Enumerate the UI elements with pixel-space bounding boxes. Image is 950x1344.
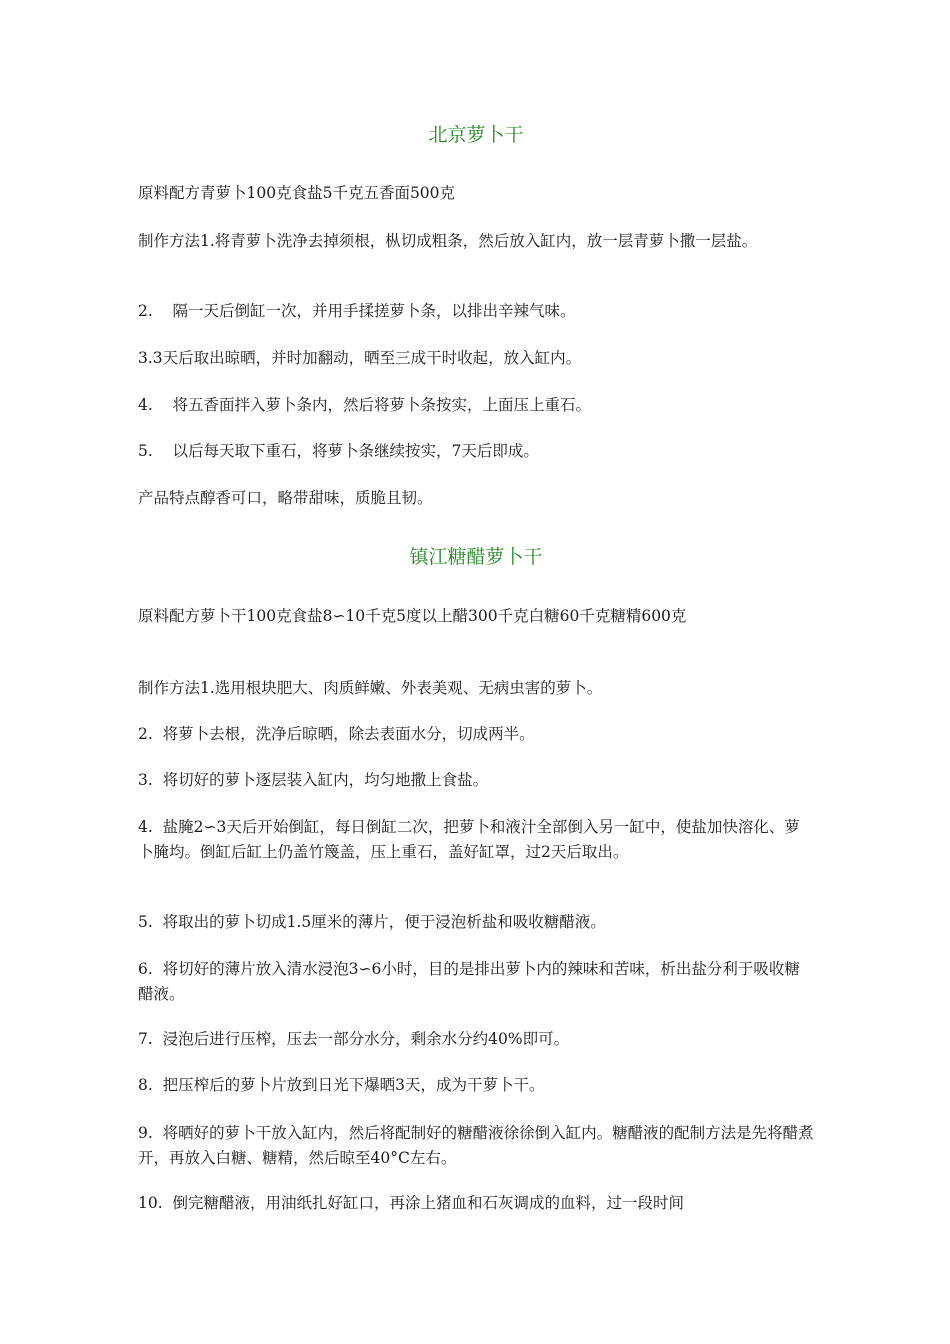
paragraph-method-step-1: 制作方法1.选用根块肥大、肉质鲜嫩、外表美观、无病虫害的萝卜。 xyxy=(138,679,603,697)
section-title-zhenjiang: 镇江糖醋萝卜干 xyxy=(409,546,543,568)
paragraph-step-10: 10. 倒完糖醋液，用油纸扎好缸口，再涂上猪血和石灰调成的血料，过一段时间 xyxy=(138,1194,685,1212)
paragraph-ingredients: 原料配方萝卜干100克食盐8∽10千克5度以上醋300千克白糖60千克糖精600克 xyxy=(138,607,687,625)
paragraph-product-features: 产品特点醇香可口，略带甜味，质脆且韧。 xyxy=(138,489,433,507)
paragraph-step-2: 2. 隔一天后倒缸一次，并用手揉搓萝卜条，以排出辛辣气味。 xyxy=(138,302,576,320)
paragraph-ingredients: 原料配方青萝卜100克食盐5千克五香面500克 xyxy=(138,184,456,202)
section-title-beijing: 北京萝卜干 xyxy=(428,124,524,146)
paragraph-step-5: 5. 将取出的萝卜切成1.5厘米的薄片，便于浸泡析盐和吸收糖醋液。 xyxy=(138,913,606,931)
paragraph-step-4: 4. 将五香面拌入萝卜条内，然后将萝卜条按实，上面压上重石。 xyxy=(138,396,591,414)
paragraph-step-6: 6. 将切好的薄片放入清水浸泡3∽6小时，目的是排出萝卜内的辣味和苦味，析出盐分利于吸收糖醋液。 xyxy=(138,960,800,1003)
paragraph-step-7: 7. 浸泡后进行压榨，压去一部分水分，剩余水分约40%即可。 xyxy=(138,1030,570,1048)
paragraph-step-3: 3. 将切好的萝卜逐层装入缸内，均匀地撒上食盐。 xyxy=(138,771,489,789)
paragraph-method-step-1: 制作方法1.将青萝卜洗净去掉须根，枞切成粗条，然后放入缸内，放一层青萝卜撒一层盐。 xyxy=(138,232,758,250)
paragraph-step-3: 3.3天后取出晾晒，并时加翻动，晒至三成干时收起，放入缸内。 xyxy=(138,349,582,367)
paragraph-step-8: 8. 把压榨后的萝卜片放到日光下爆晒3天，成为干萝卜干。 xyxy=(138,1076,545,1094)
paragraph-step-5: 5. 以后每天取下重石，将萝卜条继续按实，7天后即成。 xyxy=(138,442,539,460)
paragraph-step-4: 4. 盐腌2∽3天后开始倒缸，每日倒缸二次，把萝卜和液汁全部倒入另一缸中，使盐加快溶化、萝卜腌均。倒缸后缸上仍盖竹篾盖，压上重石，盖好缸罩，过2天后取出。 xyxy=(138,818,800,861)
paragraph-step-9: 9. 将晒好的萝卜干放入缸内，然后将配制好的糖醋液徐徐倒入缸内。糖醋液的配制方法是先将醋煮开，再放入白糖、糖精，然后晾至40°C左右。 xyxy=(138,1124,814,1167)
paragraph-step-2: 2. 将萝卜去根，洗净后晾晒，除去表面水分，切成两半。 xyxy=(138,725,535,743)
